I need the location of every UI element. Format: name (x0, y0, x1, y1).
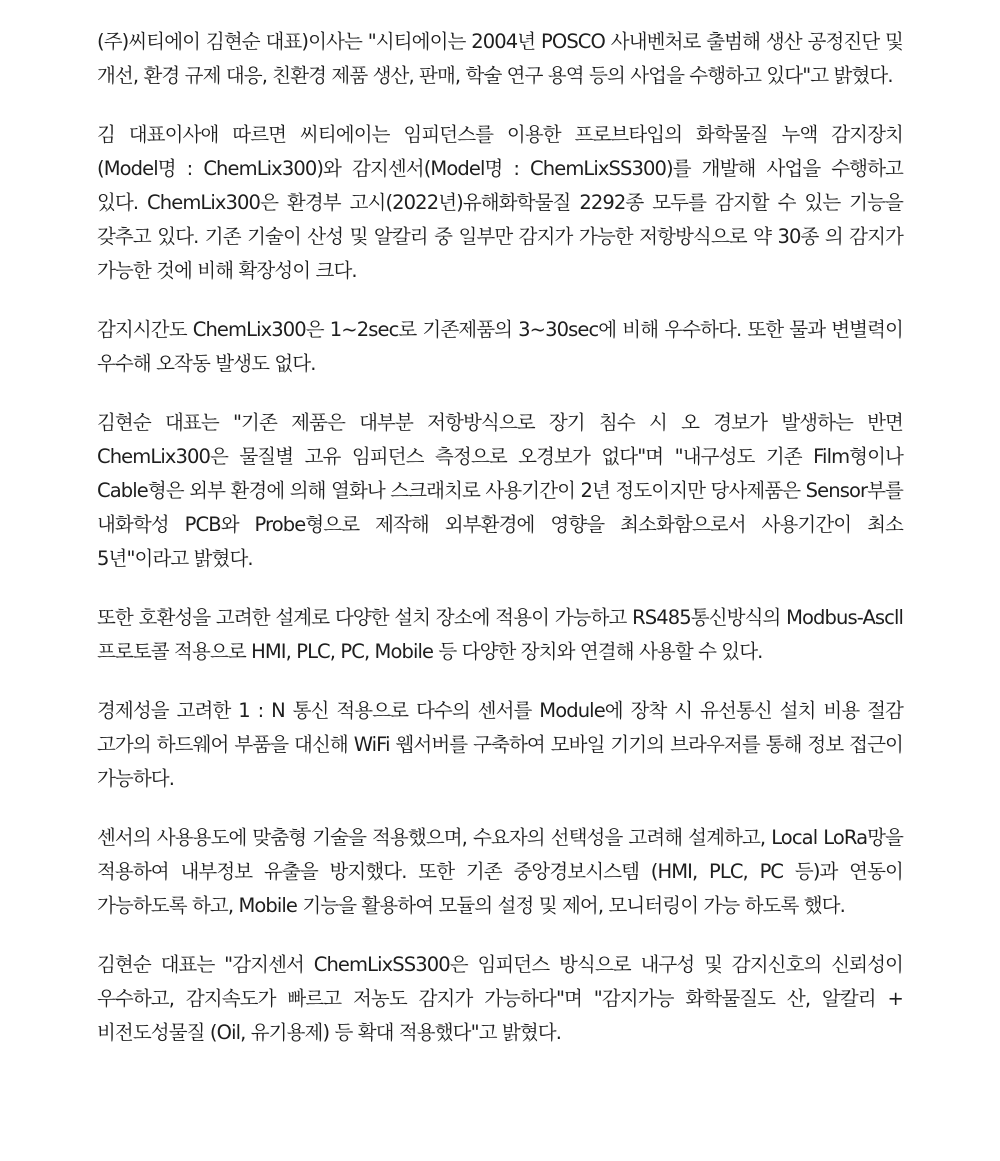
paragraph-detection-time: 감지시간도 ChemLix300은 1~2sec로 기존제품의 3~30sec에 비해 우수하다. 또한 물과 변별력이 우수해 오작동 발생도 없다. (97, 318, 903, 375)
paragraph-sensor-quote: 김현순 대표는 "감지센서 ChemLixSS300은 임피던스 방식으로 내구성 및 감지신호의 신뢰성이 우수하고, 감지속도가 빠르고 저농도 감지가 가능하다"며 "감지가능 화학물질도 산, 알칼리 + 비전도성물질 (Oil, 유기용제) 등 확대 적용했다"고 밝혔다. (97, 953, 903, 1044)
paragraph-company-intro: (주)씨티에이 김현순 대표)이사는 "시티에이는 2004년 POSCO 사내벤처로 출범해 생산 공정진단 및 개선, 환경 규제 대응, 친환경 제품 생산, 판매, 학술 연구 용역 등의 사업을 수행하고 있다"고 밝혔다. (97, 30, 903, 87)
paragraph-compatibility: 또한 호환성을 고려한 설계로 다양한 설치 장소에 적용이 가능하고 RS485통신방식의 Modbus-Ascll 프로토콜 적용으로 HMI, PLC, PC, Mobile 등 다양한 장치와 연결해 사용할 수 있다. (97, 606, 903, 663)
paragraph-economy: 경제성을 고려한 1 : N 통신 적용으로 다수의 센서를 Module에 장착 시 유선통신 설치 비용 절감 고가의 하드웨어 부품을 대신해 WiFi 웹서버를 구축하여 모바일 기기의 브라우저를 통해 정보 접근이 가능하다. (97, 699, 903, 790)
paragraph-chemlix-devices: 김 대표이사애 따르면 씨티에이는 임피던스를 이용한 프로브타입의 화학물질 누액 감지장치 (Model명 : ChemLix300)와 감지센서(Model명 : ChemLixSS300)를 개발해 사업을 수행하고 있다. ChemLix300은 환경부 고시(2022년)유해화학물질 2292종 모두를 감지할 수 있는 기능을 갖추고 있다. 기존 기술이 산성 및 알칼리 중 일부만 감지가 가능한 저항방식으로 약 30종 의 감지가 가능한 것에 비해 확장성이 크다. (97, 123, 903, 282)
paragraph-customization: 센서의 사용용도에 맞춤형 기술을 적용했으며, 수요자의 선택성을 고려해 설계하고, Local LoRa망을 적용하여 내부정보 유출을 방지했다. 또한 기존 중앙경보시스템 (HMI, PLC, PC 등)과 연동이 가능하도록 하고, Mobile 기능을 활용하여 모듈의 설정 및 제어, 모니터링이 가능 하도록 했다. (97, 826, 903, 917)
article-body (97, 0, 903, 1050)
paragraph-durability-quote: 김현순 대표는 "기존 제품은 대부분 저항방식으로 장기 침수 시 오 경보가 발생하는 반면 ChemLix300은 물질별 고유 임피던스 측정으로 오경보가 없다"며 "내구성도 기존 Film형이나 Cable형은 외부 환경에 의해 열화나 스크래치로 사용기간이 2년 정도이지만 당사제품은 Sensor부를 내화학성 PCB와 Probe형으로 제작해 외부환경에 영향을 최소화함으로서 사용기간이 최소 5년"이라고 밝혔다. (97, 411, 903, 570)
